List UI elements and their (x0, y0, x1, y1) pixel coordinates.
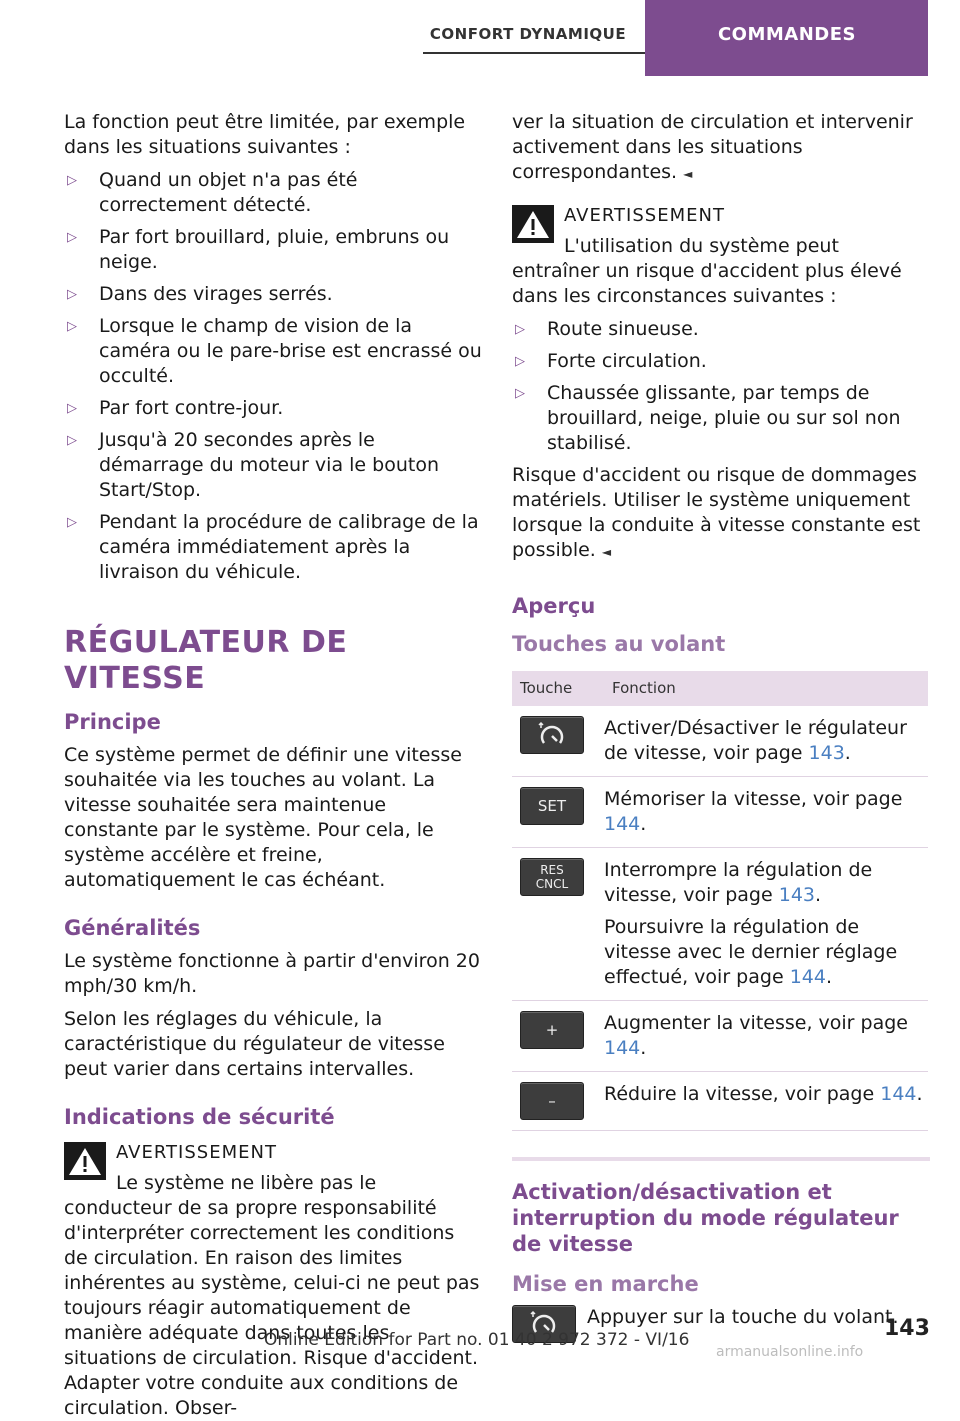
keys-table-header (512, 671, 928, 706)
key-cell (512, 1072, 604, 1131)
bullet-icon: ▷ (67, 173, 77, 188)
principe-heading: Principe (64, 710, 161, 734)
key-label: SET (537, 797, 567, 815)
end-mark: ◄ (601, 545, 612, 559)
list-item (64, 225, 482, 275)
list-item-text: Quand un objet n'a pas été correctement détecté. (99, 169, 358, 216)
function-text: Augmenter la vitesse, voir page 144. (604, 1012, 908, 1059)
key-button[interactable] (520, 858, 584, 896)
continued-text-body: ver la situation de circulation et intervenir activement dans les situations correspondantes. (512, 111, 913, 183)
key-button[interactable] (520, 1011, 584, 1049)
table-row (512, 706, 928, 777)
list-item (64, 510, 482, 585)
left-column (64, 110, 482, 1421)
generalites-text-1: Le système fonctionne à partir d'environ 20 mph/30 km/h. (64, 950, 480, 997)
list-item (64, 396, 482, 421)
continued-text (512, 110, 930, 187)
key-cell (512, 848, 604, 1001)
generalites-text-2: Selon les réglages du véhicule, la caractéristique du régulateur de vitesse peut varier dans certains intervalles. (64, 1008, 445, 1080)
risks-list (512, 317, 930, 456)
function-text: Activer/Désactiver le régulateur de vitesse, voir page 143. (604, 717, 907, 764)
apercu-heading: Aperçu (512, 594, 596, 618)
list-item-text: Route sinueuse. (547, 318, 699, 340)
function-text-extra: Poursuivre la régulation de vitesse avec le dernier réglage effectué, voir page 144. (604, 916, 898, 988)
function-desc: Augmenter la vitesse, voir page (604, 1012, 908, 1034)
risk-text (512, 463, 930, 565)
bullet-icon: ▷ (67, 515, 77, 530)
function-cell (604, 1072, 928, 1131)
function-text: Interrompre la régulation de vitesse, voir page 143. (604, 859, 873, 906)
list-item (64, 314, 482, 389)
function-cell (604, 777, 928, 848)
function-cell (604, 706, 928, 777)
section-tab-underline (423, 52, 645, 54)
keys-table (512, 671, 928, 1131)
list-item (512, 349, 930, 374)
generalites-heading: Généralités (64, 916, 201, 940)
list-item (64, 168, 482, 218)
table-row (512, 848, 928, 1001)
warning-text: L'utilisation du système peut entraîner un risque d'accident plus élevé dans les circonstances suivantes : (512, 235, 902, 307)
function-text: Mémoriser la vitesse, voir page 144. (604, 788, 903, 835)
page-header (0, 0, 960, 76)
key-button[interactable] (520, 787, 584, 825)
securite-heading: Indications de sécurité (64, 1105, 335, 1129)
section-separator (512, 1157, 930, 1161)
warning-triangle-icon (64, 1142, 106, 1180)
function-desc: Mémoriser la vitesse, voir page (604, 788, 903, 810)
key-cell (512, 777, 604, 848)
warning-title: AVERTISSEMENT (116, 1142, 277, 1163)
key-cell (512, 706, 604, 777)
key-button[interactable] (520, 1082, 584, 1120)
bullet-icon: ▷ (67, 287, 77, 302)
cruise-control-button[interactable] (520, 716, 584, 754)
page-link[interactable]: 143 (778, 884, 815, 906)
list-item-text: Jusqu'à 20 secondes après le démarrage du moteur via le bouton Start/Stop. (99, 429, 439, 501)
key-label: – (548, 1092, 556, 1110)
key-cell (512, 1001, 604, 1072)
activation-heading: Activation/désactivation et interruption du mode régulateur de vitesse (512, 1180, 899, 1256)
end-mark: ◄ (683, 167, 693, 181)
key-label: + (545, 1021, 559, 1039)
function-cell (604, 1001, 928, 1072)
table-row (512, 1001, 928, 1072)
function-desc: Poursuivre la régulation de vitesse avec le dernier réglage effectué, voir page (604, 916, 898, 988)
warning-title: AVERTISSEMENT (564, 205, 725, 226)
page-link[interactable]: 143 (808, 742, 845, 764)
section-title: RÉGULATEUR DE VITESSE (64, 625, 348, 696)
table-row (512, 777, 928, 848)
mise-heading: Mise en marche (512, 1272, 699, 1296)
edition-text: Online Edition for Part no. 01 40 2 972 372 - VI/16 (264, 1330, 690, 1350)
warning-block-2 (512, 201, 930, 309)
watermark: armanualsonline.info (716, 1344, 864, 1360)
list-item-text: Forte circulation. (547, 350, 707, 372)
list-item (64, 282, 482, 307)
list-item (512, 381, 930, 456)
cruise-control-icon (535, 720, 569, 750)
page-link[interactable]: 144 (604, 813, 641, 835)
list-item-text: Par fort contre-jour. (99, 397, 284, 419)
mise-text: Appuyer sur la touche du volant. (587, 1306, 899, 1328)
page-link[interactable]: 144 (604, 1037, 641, 1059)
function-text: Réduire la vitesse, voir page 144. (604, 1083, 923, 1105)
bullet-icon: ▷ (67, 319, 77, 334)
function-desc: Interrompre la régulation de vitesse, voir page (604, 859, 873, 906)
key-label: RES CNCL (535, 863, 569, 891)
table-row (512, 1072, 928, 1131)
page-link[interactable]: 144 (789, 966, 826, 988)
principe-text: Ce système permet de définir une vitesse souhaitée via les touches au volant. La vitesse souhaitée sera maintenue constante par le système. Pour cela, le système accélère et freine, automatiquement le cas échéant. (64, 744, 462, 891)
function-cell (604, 848, 928, 1001)
warning-block (64, 1138, 482, 1421)
bullet-icon: ▷ (515, 322, 525, 337)
bullet-icon: ▷ (67, 230, 77, 245)
list-item-text: Chaussée glissante, par temps de brouillard, neige, pluie ou sur sol non stabilisé. (547, 382, 901, 454)
function-desc: Réduire la vitesse, voir page (604, 1083, 875, 1105)
bullet-icon: ▷ (515, 386, 525, 401)
list-item-text: Pendant la procédure de calibrage de la caméra immédiatement après la livraison du véhicule. (99, 511, 479, 583)
warning-text: Le système ne libère pas le conducteur de sa propre responsabilité d'interpréter correctement les conditions de circulation. En raison des limites inhérentes au système, celui-ci ne peut pas toujours réagir automatiquement de manière adéquate dans toutes les situations de circulation. Risque d'accident. Adapter votre conduite aux conditions de circulation. Obser- (64, 1172, 480, 1419)
bullet-icon: ▷ (515, 354, 525, 369)
list-item-text: Lorsque le champ de vision de la caméra ou le pare-brise est encrassé ou occulté. (99, 315, 482, 387)
warning-triangle-icon (512, 205, 554, 243)
risk-text-body: Risque d'accident ou risque de dommages matériels. Utiliser le système uniquement lorsque la conduite à vitesse constante est possible. (512, 464, 921, 561)
bullet-icon: ▷ (67, 433, 77, 448)
limits-intro: La fonction peut être limitée, par exemple dans les situations suivantes : (64, 111, 466, 158)
chapter-tab[interactable]: COMMANDES (668, 0, 906, 52)
list-item-text: Dans des virages serrés. (99, 283, 333, 305)
touches-heading: Touches au volant (512, 632, 726, 656)
list-item (512, 317, 930, 342)
section-tab[interactable]: CONFORT DYNAMIQUE (429, 25, 627, 43)
col-header-function: Fonction (604, 671, 928, 706)
list-item-text: Par fort brouillard, pluie, embruns ou neige. (99, 226, 450, 273)
page-link[interactable]: 144 (880, 1083, 917, 1105)
list-item (64, 428, 482, 503)
page-number: 143 (884, 1316, 930, 1341)
col-header-key: Touche (512, 671, 604, 706)
function-desc: Activer/Désactiver le régulateur de vitesse, voir page (604, 717, 907, 764)
bullet-icon: ▷ (67, 401, 77, 416)
limits-list (64, 168, 482, 585)
right-column (512, 110, 930, 1349)
